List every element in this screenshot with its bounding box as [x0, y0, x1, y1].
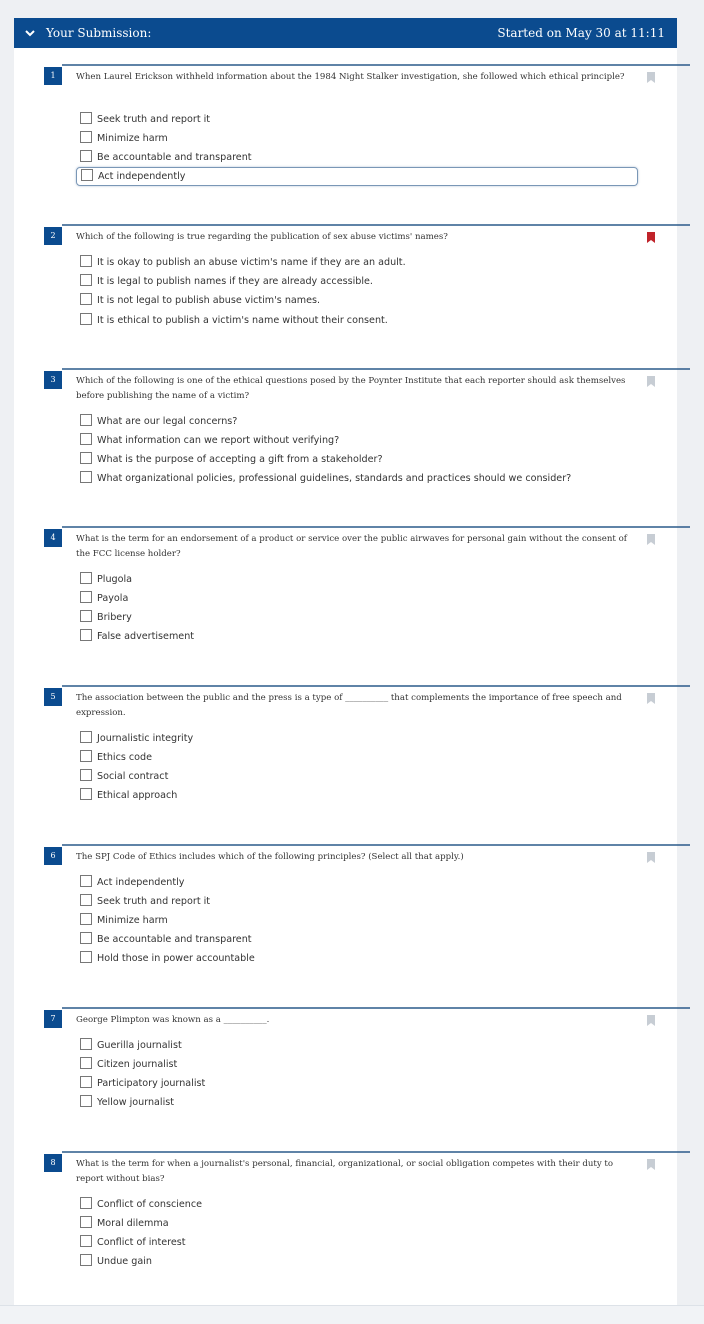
checkbox[interactable] [80, 471, 92, 483]
checkbox[interactable] [80, 131, 92, 143]
bookmark-icon[interactable] [647, 693, 655, 704]
answer-option[interactable] [80, 1037, 182, 1054]
page-footer [0, 1305, 704, 1324]
option-label: Seek truth and report it [97, 896, 211, 907]
answer-option[interactable] [80, 149, 252, 166]
answer-option[interactable] [80, 912, 168, 929]
answer-option[interactable] [80, 609, 132, 626]
question-divider [62, 224, 690, 226]
option-label: Yellow journalist [97, 1097, 175, 1108]
answer-option[interactable] [80, 273, 373, 290]
checkbox[interactable] [80, 433, 92, 445]
question-divider [62, 64, 690, 66]
answer-option[interactable] [80, 292, 320, 309]
answer-option[interactable] [80, 1075, 205, 1092]
checkbox[interactable] [80, 913, 92, 925]
answer-option[interactable] [80, 571, 132, 588]
checkbox[interactable] [80, 1197, 92, 1209]
option-label: Journalistic integrity [97, 733, 194, 744]
option-label: Conflict of interest [97, 1237, 186, 1248]
question-prompt: Which of the following is true regarding the publication of sex abuse victims' names? [76, 232, 448, 242]
checkbox[interactable] [80, 769, 92, 781]
option-label: Payola [97, 593, 129, 604]
checkbox[interactable] [80, 293, 92, 305]
checkbox[interactable] [80, 951, 92, 963]
bookmark-icon[interactable] [647, 1015, 655, 1026]
option-label: Plugola [97, 574, 133, 585]
answer-option[interactable] [80, 1253, 152, 1270]
answer-option[interactable] [80, 787, 177, 804]
checkbox[interactable] [80, 414, 92, 426]
option-label: Bribery [97, 612, 132, 623]
answer-option[interactable] [80, 1094, 174, 1111]
option-label: Minimize harm [97, 915, 168, 926]
checkbox[interactable] [80, 572, 92, 584]
option-label: Seek truth and report it [97, 114, 211, 125]
question-divider [62, 1151, 690, 1153]
checkbox[interactable] [80, 788, 92, 800]
option-label: Ethical approach [97, 790, 178, 801]
checkbox[interactable] [80, 150, 92, 162]
question-divider [62, 1007, 690, 1009]
checkbox[interactable] [80, 255, 92, 267]
option-label: Moral dilemma [97, 1218, 169, 1229]
option-label: Act independently [97, 877, 185, 888]
answer-option[interactable] [80, 1196, 202, 1213]
option-label: It is not legal to publish abuse victim's names. [97, 295, 321, 306]
option-label: Participatory journalist [97, 1078, 206, 1089]
answer-option[interactable] [80, 749, 152, 766]
option-label: What information can we report without verifying? [97, 435, 340, 446]
chevron-down-icon [24, 27, 36, 39]
checkbox[interactable] [80, 112, 92, 124]
bookmark-icon[interactable] [647, 232, 655, 243]
checkbox[interactable] [80, 1076, 92, 1088]
answer-option[interactable] [80, 628, 194, 645]
question-divider [62, 844, 690, 846]
checkbox[interactable] [80, 1254, 92, 1266]
answer-option[interactable] [80, 950, 255, 967]
checkbox[interactable] [80, 629, 92, 641]
option-label: Guerilla journalist [97, 1040, 182, 1051]
option-label: Be accountable and transparent [97, 934, 252, 945]
checkbox[interactable] [80, 610, 92, 622]
checkbox[interactable] [80, 894, 92, 906]
answer-option[interactable] [80, 1234, 186, 1251]
answer-option[interactable] [80, 312, 388, 329]
question-number: 8 [44, 1154, 62, 1172]
answer-option[interactable] [80, 590, 128, 607]
bookmark-icon[interactable] [647, 376, 655, 387]
question-divider [62, 526, 690, 528]
answer-option[interactable] [80, 254, 406, 271]
option-label: Hold those in power accountable [97, 953, 255, 964]
answer-option[interactable] [80, 470, 571, 487]
question-prompt: What is the term for an endorsement of a product or service over the public airwaves for personal gain without the consent of the FCC license holder? [76, 534, 627, 559]
question-prompt: The association between the public and the press is a type of __________ that complements the importance of free speech and expression. [76, 693, 622, 718]
option-label: It is ethical to publish a victim's name without their consent. [97, 315, 388, 326]
answer-option[interactable] [80, 413, 237, 430]
bookmark-icon[interactable] [647, 852, 655, 863]
checkbox[interactable] [80, 1057, 92, 1069]
question-divider [62, 368, 690, 370]
bookmark-icon[interactable] [647, 72, 655, 83]
question-prompt: When Laurel Erickson withheld information about the 1984 Night Stalker investigation, she followed which ethical principle? [76, 72, 625, 82]
option-label: What is the purpose of accepting a gift from a stakeholder? [97, 454, 383, 465]
bookmark-icon[interactable] [647, 534, 655, 545]
option-label: What organizational policies, professional guidelines, standards and practices should we consider? [97, 473, 572, 484]
question-number: 4 [44, 529, 62, 547]
option-label: Social contract [97, 771, 169, 782]
question-prompt: George Plimpton was known as a __________. [76, 1015, 270, 1025]
checkbox[interactable] [80, 591, 92, 603]
checkbox[interactable] [81, 169, 93, 181]
started-timestamp: Started on May 30 at 11:11 [497, 26, 665, 40]
answer-option[interactable] [80, 893, 210, 910]
question-prompt: What is the term for when a journalist's personal, financial, organizational, or social obligation competes with their duty to report without bias? [76, 1159, 614, 1184]
checkbox[interactable] [80, 731, 92, 743]
option-label: False advertisement [97, 631, 195, 642]
option-label: Conflict of conscience [97, 1199, 203, 1210]
answer-option[interactable] [80, 111, 210, 128]
answer-option[interactable] [80, 730, 193, 747]
question-number: 7 [44, 1010, 62, 1028]
answer-option[interactable] [80, 874, 184, 891]
question-number: 2 [44, 227, 62, 245]
checkbox[interactable] [80, 1216, 92, 1228]
checkbox[interactable] [80, 750, 92, 762]
submission-header[interactable] [14, 18, 677, 48]
question-prompt: Which of the following is one of the ethical questions posed by the Poynter Institute that each reporter should ask themselves before publishing the name of a victim? [76, 376, 626, 401]
answer-option[interactable] [80, 768, 168, 785]
checkbox[interactable] [80, 932, 92, 944]
answer-option[interactable] [80, 1056, 177, 1073]
checkbox[interactable] [80, 1095, 92, 1107]
answer-option[interactable] [80, 451, 383, 468]
submission-title: Your Submission: [46, 26, 152, 40]
answer-option-focused[interactable] [76, 167, 638, 186]
option-label: What are our legal concerns? [97, 416, 238, 427]
checkbox[interactable] [80, 875, 92, 887]
option-label: Undue gain [97, 1256, 152, 1267]
option-label: It is okay to publish an abuse victim's name if they are an adult. [97, 257, 406, 268]
answer-option[interactable] [80, 432, 339, 449]
submission-panel [14, 18, 677, 1305]
question-number: 5 [44, 688, 62, 706]
bookmark-icon[interactable] [647, 1159, 655, 1170]
answer-option[interactable] [80, 1215, 169, 1232]
option-label: It is legal to publish names if they are already accessible. [97, 276, 373, 287]
checkbox[interactable] [80, 452, 92, 464]
question-number: 3 [44, 371, 62, 389]
option-label: Ethics code [97, 752, 153, 763]
question-number: 6 [44, 847, 62, 865]
checkbox[interactable] [80, 1038, 92, 1050]
question-prompt: The SPJ Code of Ethics includes which of the following principles? (Select all that apply.) [76, 852, 464, 862]
checkbox[interactable] [80, 1235, 92, 1247]
checkbox[interactable] [80, 313, 92, 325]
question-divider [62, 685, 690, 687]
answer-option[interactable] [80, 130, 168, 147]
question-number: 1 [44, 67, 62, 85]
answer-option[interactable] [80, 931, 252, 948]
option-label: Minimize harm [97, 133, 168, 144]
option-label: Act independently [98, 171, 186, 182]
option-label: Be accountable and transparent [97, 152, 252, 163]
option-label: Citizen journalist [97, 1059, 178, 1070]
checkbox[interactable] [80, 274, 92, 286]
